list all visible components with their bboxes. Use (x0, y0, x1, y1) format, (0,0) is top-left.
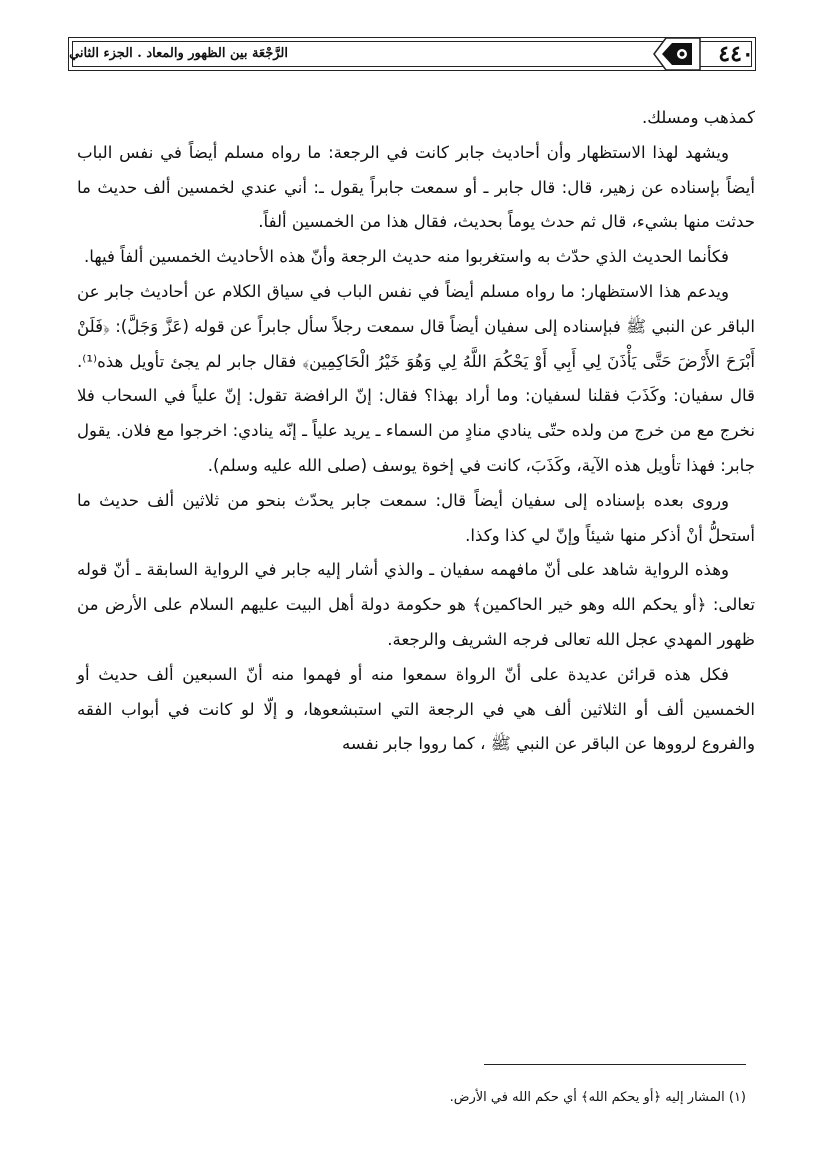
paragraph-1: كمذهب ومسلك. (642, 108, 755, 127)
paragraph-7: فكل هذه قرائن عديدة على أنّ الرواة سمعوا منه أو فهموا منه أنّ السبعين ألف حديث أو الخمسين ألف أو الثلاثين ألف هي في الرجعة التي استبشعوها، و إلّا لو كانت في أبواب الفقه والفروع لرووها عن الباقر عن النبي ﷺ ، كما رووا جابر نفسه (77, 664, 755, 754)
footnote-divider (484, 1064, 746, 1065)
paragraph-5: وروى بعده بإسناده إلى سفيان أيضاً قال: سمعت جابر يحدّث بنحو من ثلاثين ألف حديث ما أستحلُّ أنْ أذكر منها شيئاً وإنّ لي كذا وكذا. (77, 490, 755, 545)
running-header-title: الرَّجْعَة بين الظهور والمعاد . الجزء الثاني (69, 46, 288, 61)
footnote-1: (١) المشار إليه ﴿أو يحكم الله﴾ أي حكم الله في الأرض. (449, 1090, 746, 1105)
main-text (77, 101, 755, 762)
paragraph-3: فكأنما الحديث الذي حدّث به واستغربوا منه حديث الرجعة وأنّ هذه الأحاديث الخمسين ألفاً فيها. (84, 247, 729, 267)
paragraph-6: وهذه الرواية شاهد على أنّ مافهمه سفيان ـ والذي أشار إليه جابر في الرواية السابقة ـ أنّ قوله تعالى: ﴿أو يحكم الله وهو خير الحاكمين﴾ هو حكومة دولة أهل البيت عليهم السلام على الأرض من ظهور المهدي عجل الله تعالى فرجه الشريف والرجعة. (77, 560, 755, 649)
page-number: ٤٤٠ (718, 41, 754, 67)
header-ornament-icon (652, 34, 702, 74)
paragraph-4: ويدعم هذا الاستظهار: ما رواه مسلم أيضاً في نفس الباب في سياق الكلام عن أحاديث جابر عن الباقر عن النبي ﷺ فبإسناده إلى سفيان أيضاً قال سمعت رجلاً سأل جابراً عن قوله (عَزَّ وَجَلَّ): ﴿فَلَنْ أَبْرَحَ الأَرْضَ حَتَّى يَأْذَنَ لِي أَبِي أَوْ يَحْكُمَ اللَّهُ لِي وَهُوَ خَيْرُ الْحَاكِمِين﴾ فقال جابر لم يجئ تأويل هذه⁽¹⁾. قال سفيان: وكَذَبَ فقلنا لسفيان: وما أراد بهذا؟ فقال: إنّ الرافضة تقول: إنّ علياً في السحاب فلا نخرج مع من خرج من ولده حتّى ينادي منادٍ من السماء ـ يريد علياً ـ إنّه ينادي: اخرجوا مع فلان. يقول جابر: فهذا تأويل هذه الآية، وكَذَبَ، كانت في إخوة يوسف (صلى الله عليه وسلم). (77, 281, 755, 475)
paragraph-2: ويشهد لهذا الاستظهار وأن أحاديث جابر كانت في الرجعة: ما رواه مسلم أيضاً في نفس الباب أيضاً بإسناده عن زهير، قال: قال جابر ـ أو سمعت جابراً يقول ـ: أني عندي لخمسين ألف حديث ما حدثت منها بشيء، قال ثم حدث يوماً بحديث، فقال هذا من الخمسين ألفاً. (77, 142, 755, 232)
